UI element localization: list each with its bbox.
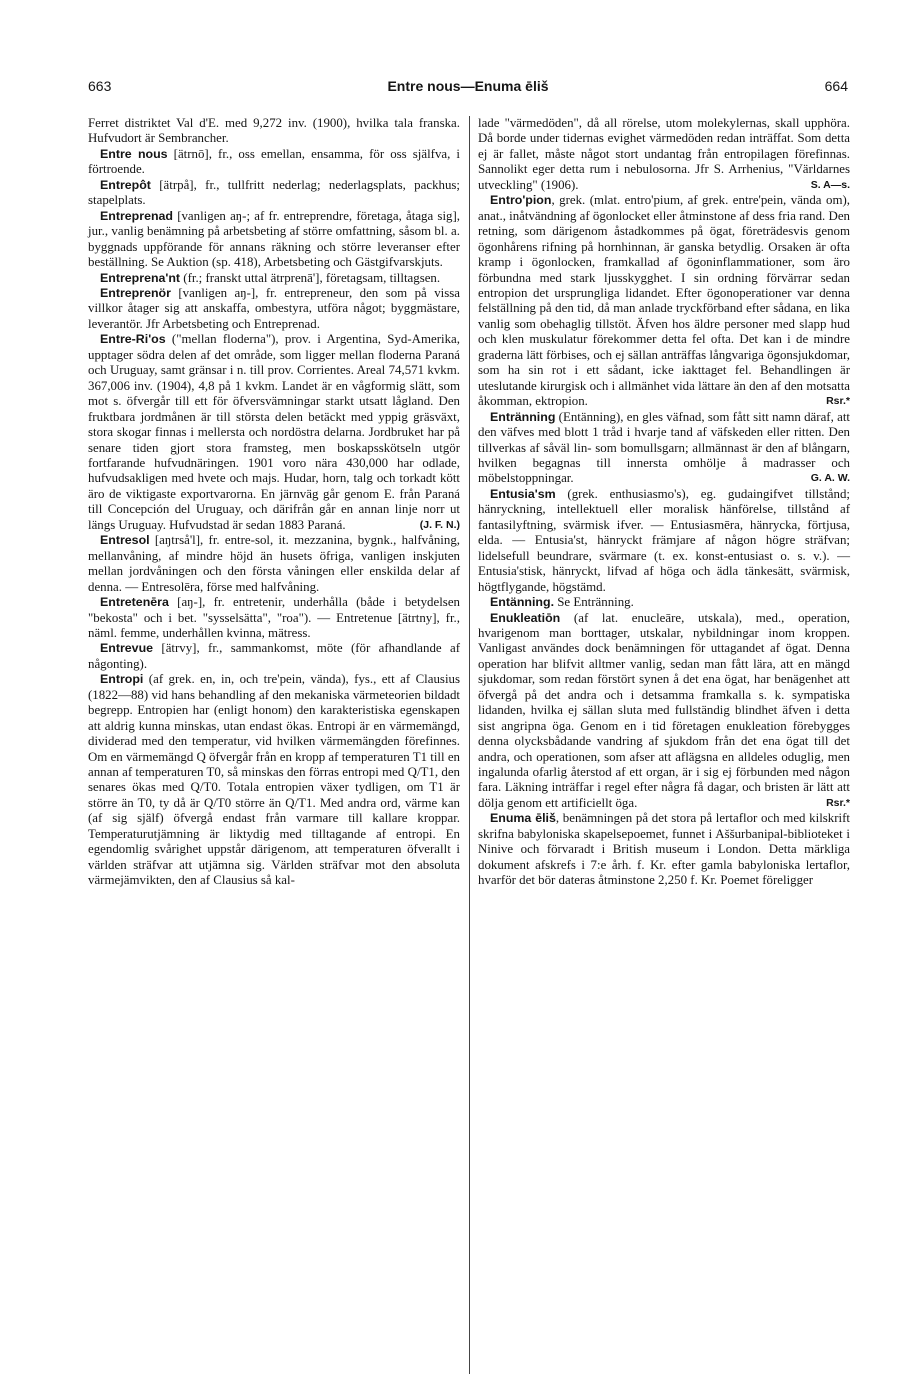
entry-text: [aŋ-], fr. entretenir, underhålla (både i betydelsen "bekosta" och i bet. "sysselsätta", "roa"). — Entretenue [ätrtny], fr., näml. femme, underhållen kvinna, mätress. bbox=[88, 595, 460, 640]
dictionary-entry bbox=[88, 641, 460, 672]
author-signature: Rsr.* bbox=[826, 796, 850, 809]
entry-headword: Entreprenör bbox=[100, 285, 171, 300]
entry-headword: Entänning. bbox=[490, 595, 555, 610]
dictionary-entry bbox=[478, 116, 850, 193]
dictionary-entry bbox=[88, 672, 460, 888]
entry-headword: Entresol bbox=[100, 533, 150, 548]
entry-text: [vanligen aŋ-; af fr. entreprendre, företaga, åtaga sig], jur., vanlig benämning på arbetsbeting af större omfattning, såsom bl. a. byggnads uppförande för annans räkning och större leveranser efter beställning. Se Auktion (sp. 418), Arbetsbeting och Gästgifvarskjuts. bbox=[88, 208, 460, 270]
entry-headword: Entrepôt bbox=[100, 177, 151, 192]
entry-text: , grek. (mlat. entro'pium, af grek. entre'pein, vända om), anat., inåtvändning af ögonlocket eller åtminstone af dess fria rand. Den retning, som därigenom åstadkommes på ögat, företrädesvis genom ögonhårens rifning på hornhinnan, är ganska betydlig. Orsaken är ofta kramp i ögonlocken, framkallad af ögoninflammationer, som äro förbundna med stark ljusskygghet. I sin ordning förvärrar sedan entropion det ursprungliga lidandet. Efter ögonoperationer var denna felställning på den tid, då man anlade tryckförband efter sådana, en lika vanlig som obehaglig tillstöt. Äfven hos äldre personer med slapp hud och klen muskulatur förekommer detta fel ofta. Det kan i de mindre graderna lätt förbises, och ej sällan anträffas långvariga ögonsjukdomar, som ha sin rot i ett sådant, icke iakttaget fel. Behandlingen är uteslutande kirurgisk och i allmänhet vida lättare än den af den motsatta åkomman, ektropion. bbox=[478, 193, 850, 409]
right-column bbox=[478, 116, 850, 889]
author-signature: (J. F. N.) bbox=[419, 518, 460, 531]
dictionary-entry bbox=[478, 811, 850, 888]
entry-text: [ätrvy], fr., sammankomst, möte (för afhandlande af någonting). bbox=[88, 641, 460, 671]
entry-text: Se Entränning. bbox=[554, 595, 634, 610]
entry-headword: Enukleatiōn bbox=[490, 610, 561, 625]
entry-text: (af grek. en, in, och tre'pein, vända), fys., ett af Clausius (1822—88) vid hans behandling af den mekaniska värmeteorien bildadt begrepp. Entropien har (enligt honom) den karakteristiska egenskapen att aldrig kunna minskas, utan endast ökas. Entropi är en värmemängd, dividerad med den temperatur, vid hvilken värmemängden förefinnes. Om en värmemängd Q öfvergår från en kropp af temperaturen T1 till en annan af temperaturen T0, så minskas den förras entropi med Q/T1, den senares ökas med Q/T0. Totala entropien växer tydligen, om T1 är större än T0, ty då är Q/T0 större än Q/T1. Med andra ord, värme kan (af sig själf) öfvergå endast från varmare till kallare kroppar. Temperaturutjämning är liktydig med tilltagande af entropi. En egendomlig svårighet uppstår därigenom, att temperaturen öfverallt i världen sträfvar att utjämna sig. Världen sträfvar mot den absoluta värmejämvikten, den af Clausius så kal- bbox=[88, 672, 460, 888]
author-signature: Rsr.* bbox=[826, 395, 850, 408]
entry-headword: Enuma ēliš bbox=[490, 811, 556, 826]
dictionary-entry bbox=[88, 178, 460, 209]
entry-headword: Entränning bbox=[490, 409, 556, 424]
dictionary-entry bbox=[478, 193, 850, 409]
entry-text: (Entänning), en gles väfnad, som fått sitt namn däraf, att den väfves med blott 1 tråd i hvarje tand af väfskeden eller ritten. Den tillverkas af såväl lin- som bomullsgarn; allmännast är den af blångarn, hvilken begagnas till innersta omhölje å madrasser och möbelstoppningar. bbox=[478, 409, 850, 486]
dictionary-entry bbox=[478, 611, 850, 812]
left-page-number: 663 bbox=[88, 78, 112, 94]
entry-headword: Entropi bbox=[100, 672, 144, 687]
entry-headword: Entre-Ri'os bbox=[100, 332, 166, 347]
author-signature: G. A. W. bbox=[810, 472, 850, 485]
entry-text: , benämningen på det stora på lertaflor och med kilskrift skrifna babyloniska skapelsepoemet, funnet i Aššurbanipal-biblioteket i Ninive och förvaradt i British museum i London. Detta märkliga dokument afskrefs i 7:e årh. f. Kr. efter gamla babyloniska lertaflor, hvarför det bör dateras åtminstone 2,250 f. Kr. Poemet föreligger bbox=[478, 811, 850, 888]
column-divider bbox=[469, 116, 470, 1374]
entry-text: [ätrpå], fr., tullfritt nederlag; nederlagsplats, packhus; stapelplats. bbox=[88, 177, 460, 208]
running-title: Entre nous—Enuma ēliš bbox=[387, 78, 549, 94]
dictionary-entry bbox=[88, 286, 460, 332]
dictionary-entry bbox=[88, 271, 460, 286]
entry-headword: Entreprenad bbox=[100, 208, 173, 223]
entry-headword: Entrevue bbox=[100, 641, 154, 656]
dictionary-entry bbox=[88, 332, 460, 533]
entry-text: Ferret distriktet Val d'E. med 9,272 inv. (1900), hvilka tala franska. Hufvudort är Sembrancher. bbox=[88, 116, 460, 146]
right-page-number: 664 bbox=[824, 78, 848, 94]
entry-text: [vanligen aŋ-], fr. entrepreneur, den som på vissa villkor åtager sig att anskaffa, ombestyra, utföra något; byggmästare, leverantör. Jfr Arbetsbeting och Entreprenad. bbox=[88, 285, 460, 331]
entry-headword: Entreprena'nt bbox=[100, 270, 181, 285]
dictionary-entry bbox=[478, 410, 850, 487]
page-header bbox=[88, 78, 848, 100]
dictionary-entry bbox=[88, 209, 460, 271]
dictionary-entry bbox=[88, 147, 460, 178]
dictionary-entry bbox=[88, 533, 460, 595]
entry-headword: Entre nous bbox=[100, 146, 168, 161]
dictionary-entry bbox=[88, 595, 460, 641]
entry-headword: Entro'pion bbox=[490, 193, 552, 208]
entry-text: [aŋtrså'l], fr. entre-sol, it. mezzanina, bygnk., halfvåning, mellanvåning, af mindre höjd än husets öfriga, vanligen inskjuten mellan jordvåningen och den första våningen eller enskilda delar af denna. — Entresolēra, förse med halfvåning. bbox=[88, 533, 460, 594]
entry-headword: Entusia'sm bbox=[490, 486, 556, 501]
left-column bbox=[88, 116, 460, 889]
entry-text: lade "värmedöden", då all rörelse, utom molekylernas, skall upphöra. Då borde under tidernas evighet värmedöden redan inträffat. Som detta ej är fallet, måste något stort undantag från entropilagen förefinnas. Sannolikt eger detta rum i nebulosorna. Jfr S. Arrhenius, "Världarnes utveckling" (1906). bbox=[478, 116, 850, 192]
author-signature: S. A—s. bbox=[810, 178, 850, 191]
entry-text: (fr.; franskt uttal ätrprenā'], företagsam, tilltagsen. bbox=[180, 270, 441, 285]
entry-text: (grek. enthusiasmo's), eg. gudaingifvet tillstånd; hänryckning, intellektuell eller moralisk hänförelse, tillstånd af fantasilyftning, svärmisk ifver. — Entusiasmēra, hänrycka, förtjusa, elda. — Entusia'st, hänryckt främjare af någon högre sträfvan; lidelsefull beundrare, svärmare (t. ex. konst-entusiast o. s. v.). — Entusia'stisk, hänryckt, lifvad af höga och ädla tänkesätt, svärmisk, högtflygande, högstämd. bbox=[478, 486, 850, 594]
entry-headword: Entretenēra bbox=[100, 595, 169, 610]
dictionary-entry bbox=[478, 487, 850, 595]
entry-text: ("mellan floderna"), prov. i Argentina, Syd-Amerika, upptager södra delen af det område, som ligger mellan floderna Paraná och Uruguay, samt gränsar i n. till prov. Corrientes. Areal 74,571 kvkm. 367,006 inv. (1904), 4,8 på 1 kvkm. Landet är en vågformig slätt, som mot s. öfvergår till ett för öfversvämningar starkt utsatt lågland. Den fruktbara jordmånen är till största delen betäckt med yppig gräsväxt, stora skogar finnas i mellersta och nordöstra delarna. Jordbruket har på senare tiden gjort stora framsteg, men boskapsskötseln utgör fortfarande hufvudnäringen. 1901 voro nära 430,000 har odlade, hufvudsakligen med hvete och majs. Hudar, horn, talg och torkadt kött äro de viktigaste exportvarorna. En järnväg går genom E. från Paraná till Concepción del Uruguay, och därifrån går en annan linje norr ut längs Uruguay. Hufvudstad är sedan 1883 Paraná. bbox=[88, 332, 460, 532]
entry-text: (af lat. enucleāre, utskala), med., operation, hvarigenom man borttager, utskalar, nybildningar inom kroppen. Vanligast användes dock benämningen för uttagandet af ögat. Denna operation har blifvit alltmer vanlig, sedan man fått lära, att en mängd sjukdomar, som redan förstört synen å det ena ögat, har benägenhet att öfvergå på det andra och i detsamma framkalla s. k. sympatiska lidanden, hvilka ej sällan sluta med fullständig blindhet äfven i detta sist angripna öga. Genom en i tid företagen enukleation förebygges denna olycksbådande vandring af sjukdom från det ena ögat till det andra, och operationen, som afser att aflägsna en alldeles oduglig, men ingalunda ofarlig återstod af ett organ, är i sig ej förbunden med någon fara. Läkning inträffar i regel efter några få dagar, och bristen är lätt att dölja genom ett artificiellt öga. bbox=[478, 610, 850, 810]
dictionary-entry bbox=[478, 595, 850, 610]
dictionary-entry bbox=[88, 116, 460, 147]
entry-text: [ätrnō], fr., oss emellan, ensamma, för oss själfva, i förtroende. bbox=[88, 146, 460, 177]
